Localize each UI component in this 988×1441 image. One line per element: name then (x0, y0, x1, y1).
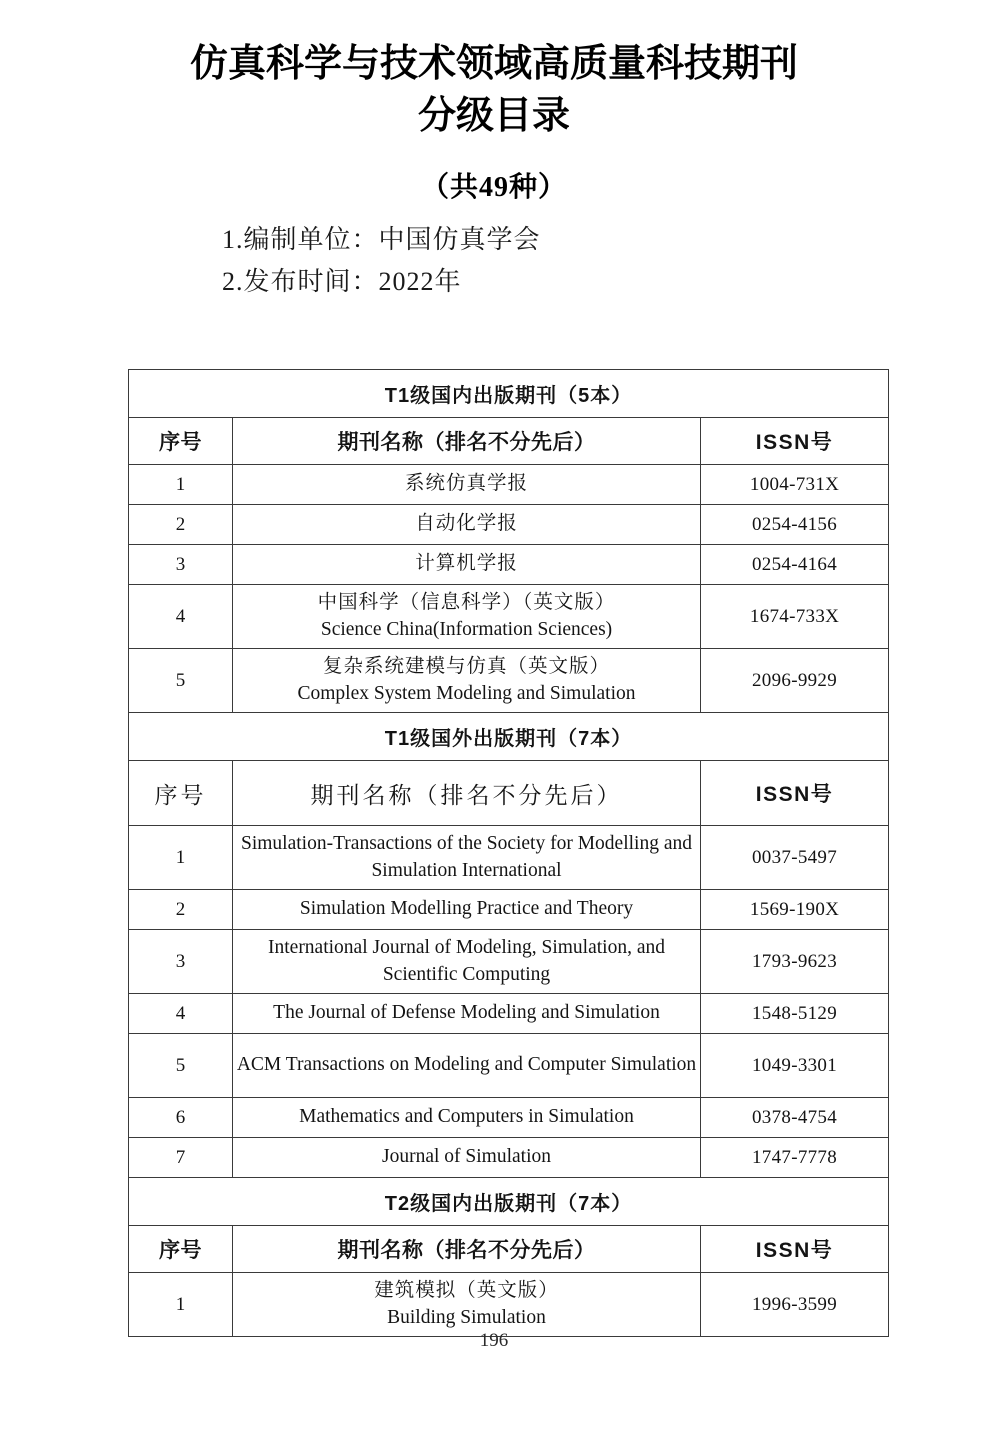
column-header-no: 序号 (129, 1226, 233, 1273)
cell-issn: 0254-4164 (701, 545, 889, 585)
page-title-line-1: 仿真科学与技术领域高质量科技期刊 (189, 43, 798, 85)
cell-issn: 0378-4754 (701, 1098, 889, 1138)
journal-name-chinese: 复杂系统建模与仿真（英文版） (322, 655, 610, 677)
table-row[interactable] (129, 994, 889, 1034)
table-row[interactable] (129, 1034, 889, 1098)
table-row[interactable] (129, 585, 889, 649)
column-header-issn: ISSN号 (701, 1226, 889, 1273)
cell-issn: 1674-733X (701, 585, 889, 649)
journal-name-english: Complex System Modeling and Simulation (297, 682, 636, 704)
cell-journal-name (233, 545, 701, 585)
cell-issn: 1569-190X (701, 890, 889, 930)
table-row[interactable] (129, 465, 889, 505)
journal-name-english: The Journal of Defense Modeling and Simulation (273, 1002, 660, 1024)
journal-catalog-table (128, 369, 889, 1337)
cell-journal-name (233, 585, 701, 649)
table-row[interactable] (129, 1138, 889, 1178)
journal-name-english: Building Simulation (387, 1306, 546, 1328)
page-title (0, 0, 988, 143)
table-row[interactable] (129, 649, 889, 713)
cell-sequence-number: 1 (129, 1273, 233, 1337)
page-title-line-2: 分级目录 (417, 95, 570, 138)
table-row[interactable] (129, 890, 889, 930)
journal-name-english: Journal of Simulation (382, 1146, 551, 1168)
section-title: T1级国内出版期刊（5本） (129, 370, 889, 418)
journal-name-chinese: 建筑模拟（英文版） (374, 1279, 559, 1301)
journal-name-english: International Journal of Modeling, Simulation, and Scientific Computing (268, 936, 665, 985)
journal-name-english: Simulation Modelling Practice and Theory (299, 898, 634, 920)
section-title: T1级国外出版期刊（7本） (129, 713, 889, 761)
journal-name-english: Science China(Information Sciences) (320, 618, 613, 640)
table-row[interactable] (129, 930, 889, 994)
cell-sequence-number: 3 (129, 930, 233, 994)
journal-name-chinese: 系统仿真学报 (404, 473, 528, 495)
document-metadata-list (222, 205, 782, 303)
column-header-no: 序号 (129, 761, 233, 826)
cell-sequence-number: 1 (129, 465, 233, 505)
cell-issn: 1793-9623 (701, 930, 889, 994)
cell-journal-name (233, 1034, 701, 1098)
table-row[interactable] (129, 545, 889, 585)
journal-name-chinese: 中国科学（信息科学）（英文版） (317, 591, 616, 613)
cell-journal-name (233, 1273, 701, 1337)
cell-issn: 0037-5497 (701, 826, 889, 890)
catalog-table-wrapper (128, 369, 888, 1337)
metadata-item-release-date: 2.发布时间：2022年 (222, 266, 462, 296)
cell-journal-name (233, 505, 701, 545)
cell-journal-name (233, 1098, 701, 1138)
table-row[interactable] (129, 505, 889, 545)
table-row[interactable] (129, 1273, 889, 1337)
cell-journal-name (233, 1138, 701, 1178)
section-title: T2级国内出版期刊（7本） (129, 1178, 889, 1226)
cell-issn: 1548-5129 (701, 994, 889, 1034)
cell-issn: 1747-7778 (701, 1138, 889, 1178)
section-title-row (129, 1178, 889, 1226)
section-title-row (129, 370, 889, 418)
journal-name-english: Mathematics and Computers in Simulation (299, 1106, 634, 1128)
journal-name-chinese: 自动化学报 (415, 513, 518, 535)
cell-journal-name (233, 826, 701, 890)
cell-issn: 1049-3301 (701, 1034, 889, 1098)
journal-name-english: Simulation-Transactions of the Society for Modelling and Simulation International (241, 832, 692, 881)
cell-journal-name (233, 930, 701, 994)
metadata-item-compiler: 1.编制单位：中国仿真学会 (222, 224, 541, 254)
cell-sequence-number: 3 (129, 545, 233, 585)
cell-sequence-number: 7 (129, 1138, 233, 1178)
cell-issn: 1004-731X (701, 465, 889, 505)
journal-count-label: （共49种） (420, 171, 567, 203)
cell-issn: 0254-4156 (701, 505, 889, 545)
cell-sequence-number: 4 (129, 585, 233, 649)
table-row[interactable] (129, 826, 889, 890)
cell-sequence-number: 2 (129, 890, 233, 930)
cell-issn: 2096-9929 (701, 649, 889, 713)
table-row[interactable] (129, 1098, 889, 1138)
column-header-row (129, 761, 889, 826)
cell-journal-name (233, 649, 701, 713)
cell-issn: 1996-3599 (701, 1273, 889, 1337)
column-header-name: 期刊名称（排名不分先后） (233, 418, 701, 465)
cell-sequence-number: 2 (129, 505, 233, 545)
section-title-row (129, 713, 889, 761)
cell-journal-name (233, 465, 701, 505)
page-number: 196 (479, 1330, 509, 1351)
catalog-table-body (129, 370, 889, 1337)
cell-sequence-number: 5 (129, 649, 233, 713)
journal-name-chinese: 计算机学报 (415, 553, 518, 575)
column-header-issn: ISSN号 (701, 418, 889, 465)
column-header-no: 序号 (129, 418, 233, 465)
cell-journal-name (233, 994, 701, 1034)
cell-journal-name (233, 890, 701, 930)
cell-sequence-number: 1 (129, 826, 233, 890)
column-header-issn: ISSN号 (701, 761, 889, 826)
cell-sequence-number: 5 (129, 1034, 233, 1098)
column-header-row (129, 418, 889, 465)
column-header-name: 期刊名称（排名不分先后） (233, 761, 701, 826)
journal-name-english: ACM Transactions on Modeling and Computer Simulation (236, 1054, 697, 1076)
cell-sequence-number: 4 (129, 994, 233, 1034)
column-header-name: 期刊名称（排名不分先后） (233, 1226, 701, 1273)
column-header-row (129, 1226, 889, 1273)
cell-sequence-number: 6 (129, 1098, 233, 1138)
